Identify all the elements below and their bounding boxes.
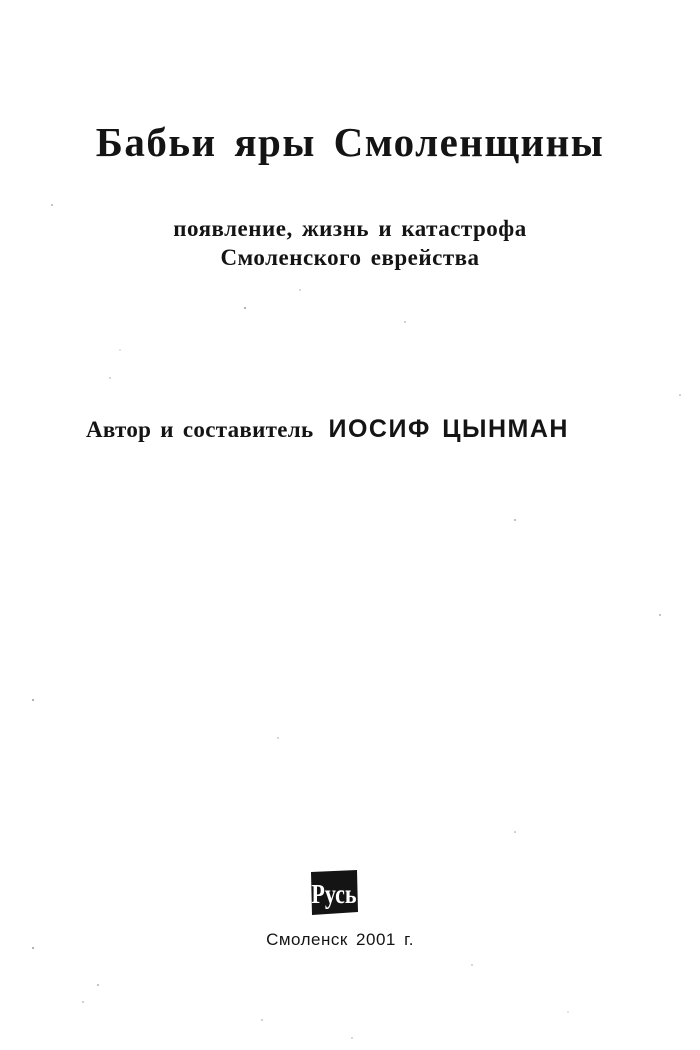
book-subtitle <box>0 214 700 272</box>
subtitle-line-2: Смоленского еврейства <box>220 245 480 270</box>
book-title: Бабьи яры Смоленщины <box>95 119 605 165</box>
publisher-logo-icon <box>308 868 360 918</box>
author-credit <box>86 415 686 444</box>
author-name: ИОСИФ ЦЫНМАН <box>328 415 569 443</box>
author-role: Автор и составитель <box>86 417 314 442</box>
publisher-logo-text: Русь <box>311 879 357 910</box>
publisher-imprint: Смоленск 2001 г. <box>266 930 414 949</box>
subtitle-line-1: появление, жизнь и катастрофа <box>173 216 527 241</box>
